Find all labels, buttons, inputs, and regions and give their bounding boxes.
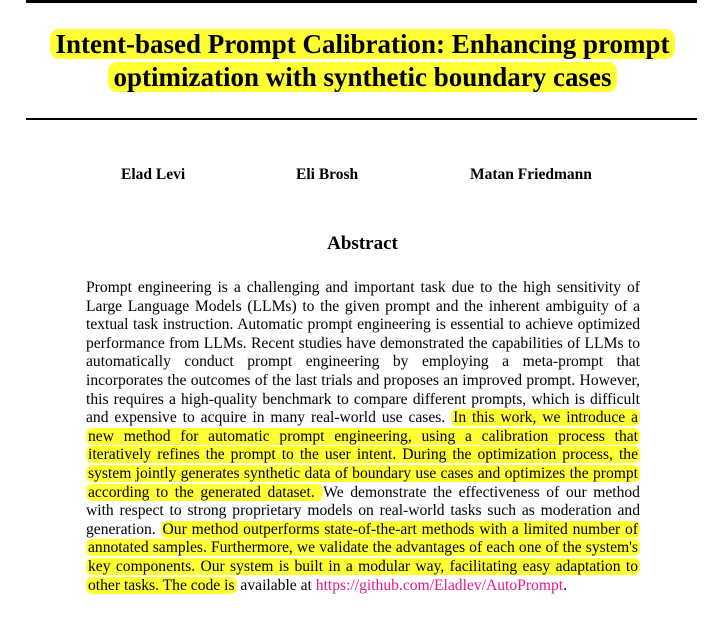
abstract-text: available at: [236, 576, 316, 594]
abstract-highlight: Our method outperforms state-of-the-art methods with a limited number of annotated samples. Furthermore, we validate the advantages of each one of the system's key components. Our system is built in a modular way, facilitating easy adaptation to other tasks. The code is: [88, 520, 639, 594]
abstract-text: Prompt engineering is a challenging and important task due to the high sensitivity of Large Language Models (LLMs) to the given prompt and the inherent ambiguity of a textual task instruction. Automatic prompt engineering is essential to achieve optimized performance from LLMs. Recent studies have demonstrated the capabilities of LLMs to automatically conduct prompt engineering by employing a meta-prompt that incorporates the outcomes of the last trials and proposes an improved prompt. However, this requires a high-quality benchmark to compare different prompts, which is difficult and expensive to acquire in many real-world use cases.: [86, 279, 640, 427]
author-name: Elad Levi: [121, 166, 186, 183]
abstract-text: We demonstrate the effectiveness of our method with respect to strong proprietary models on real-world tasks such as moderation and generation.: [86, 483, 640, 538]
top-rule: [26, 0, 697, 3]
abstract-body: [86, 279, 640, 595]
code-repository-link[interactable]: https://github.com/Eladlev/AutoPrompt: [315, 576, 564, 594]
abstract-highlight: In this work, we introduce a new method for automatic prompt engineering, using a calibration process that iteratively refines the prompt to the user intent. During the optimization process, the system jointly generates synthetic data of boundary use cases and optimizes the prompt according to the generated dataset.: [88, 409, 638, 501]
author-name: Matan Friedmann: [470, 166, 592, 183]
author-name: Eli Brosh: [296, 166, 359, 183]
abstract-heading: Abstract: [327, 233, 398, 254]
author-list: [0, 166, 725, 186]
title-highlight: Intent-based Prompt Calibration: Enhancing prompt optimization with synthetic boundary cases: [50, 29, 674, 92]
bottom-rule: [26, 118, 697, 120]
paper-title: [20, 28, 705, 94]
abstract-text: .: [563, 576, 567, 594]
